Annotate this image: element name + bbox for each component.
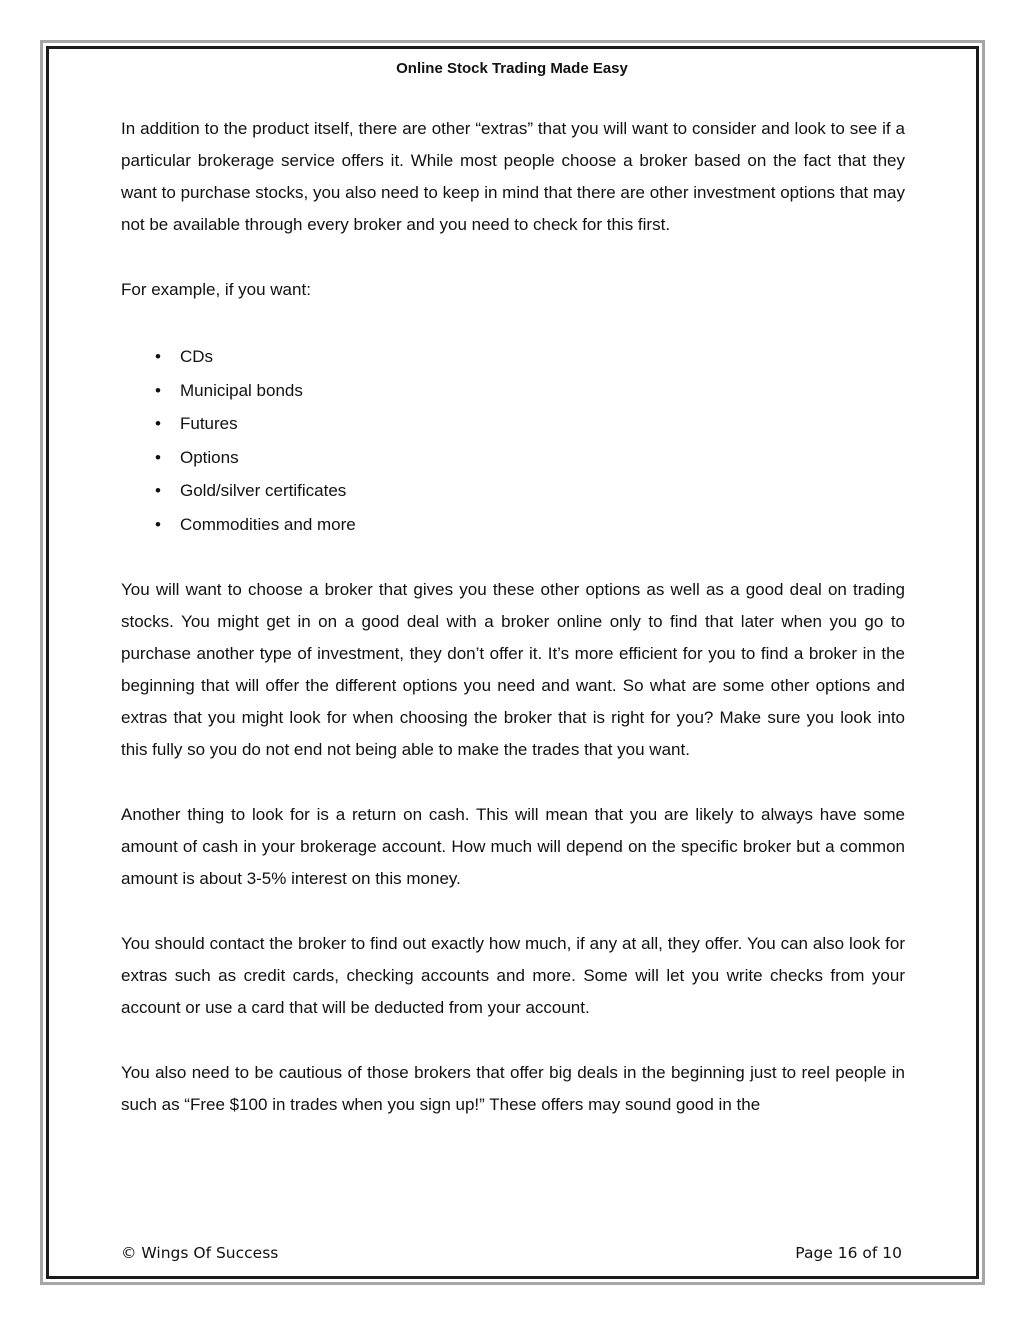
- bullet-icon: •: [155, 481, 161, 500]
- paragraph-return-on-cash: Another thing to look for is a return on cash. This will mean that you are likely to always have some amount of cash in your brokerage account. How much will depend on the specific broker but a common amount is about 3-5% interest on this money.: [121, 805, 905, 888]
- paragraph-extras: In addition to the product itself, there are other “extras” that you will want to consider and look to see if a particular brokerage service offers it. While most people choose a broker based on the fact that they want to purchase stocks, you also need to keep in mind that there are other investment options that may not be available through every broker and you need to check for this first.: [121, 119, 905, 234]
- bullet-icon: •: [155, 514, 161, 534]
- list-item: • Options: [121, 441, 905, 475]
- bullet-icon: •: [155, 414, 161, 433]
- paragraph-contact-broker: You should contact the broker to find out exactly how much, if any at all, they offer. You can also look for extras such as credit cards, checking accounts and more. Some will let you write checks from your account or use a card that will be deducted from your account.: [121, 934, 905, 1017]
- paragraph-choose-broker: You will want to choose a broker that gives you these other options as well as a good deal on trading stocks. You might get in on a good deal with a broker online only to find that later when you go to purchase another type of investment, they don’t offer it. It’s more efficient for you to find a broker in the beginning that will offer the different options you need and want. So what are some other options and extras that you might look for when choosing the broker that is right for you? Make sure you look into this fully so you do not end not being able to make the trades that you want.: [121, 580, 905, 759]
- list-item: • CDs: [121, 340, 905, 374]
- page-header-title: Online Stock Trading Made Easy: [396, 60, 628, 77]
- footer-copyright: © Wings Of Success: [121, 1244, 279, 1262]
- list-item: • Municipal bonds: [121, 374, 905, 408]
- list-item: • Futures: [121, 407, 905, 441]
- paragraph-example-intro: For example, if you want:: [121, 280, 311, 299]
- list-item: • Gold/silver certificates: [121, 474, 905, 508]
- document-body: [121, 113, 905, 1154]
- bullet-icon: •: [155, 447, 161, 467]
- bullet-icon: •: [155, 347, 161, 366]
- paragraph-cautious: You also need to be cautious of those brokers that offer big deals in the beginning just to reel people in such as “Free $100 in trades when you sign up!” These offers may sound good in the: [121, 1063, 905, 1114]
- list-item: • Commodities and more: [121, 508, 905, 542]
- investment-options-list: [121, 340, 905, 541]
- footer-page-number: Page 16 of 10: [795, 1244, 902, 1262]
- bullet-icon: •: [155, 380, 161, 400]
